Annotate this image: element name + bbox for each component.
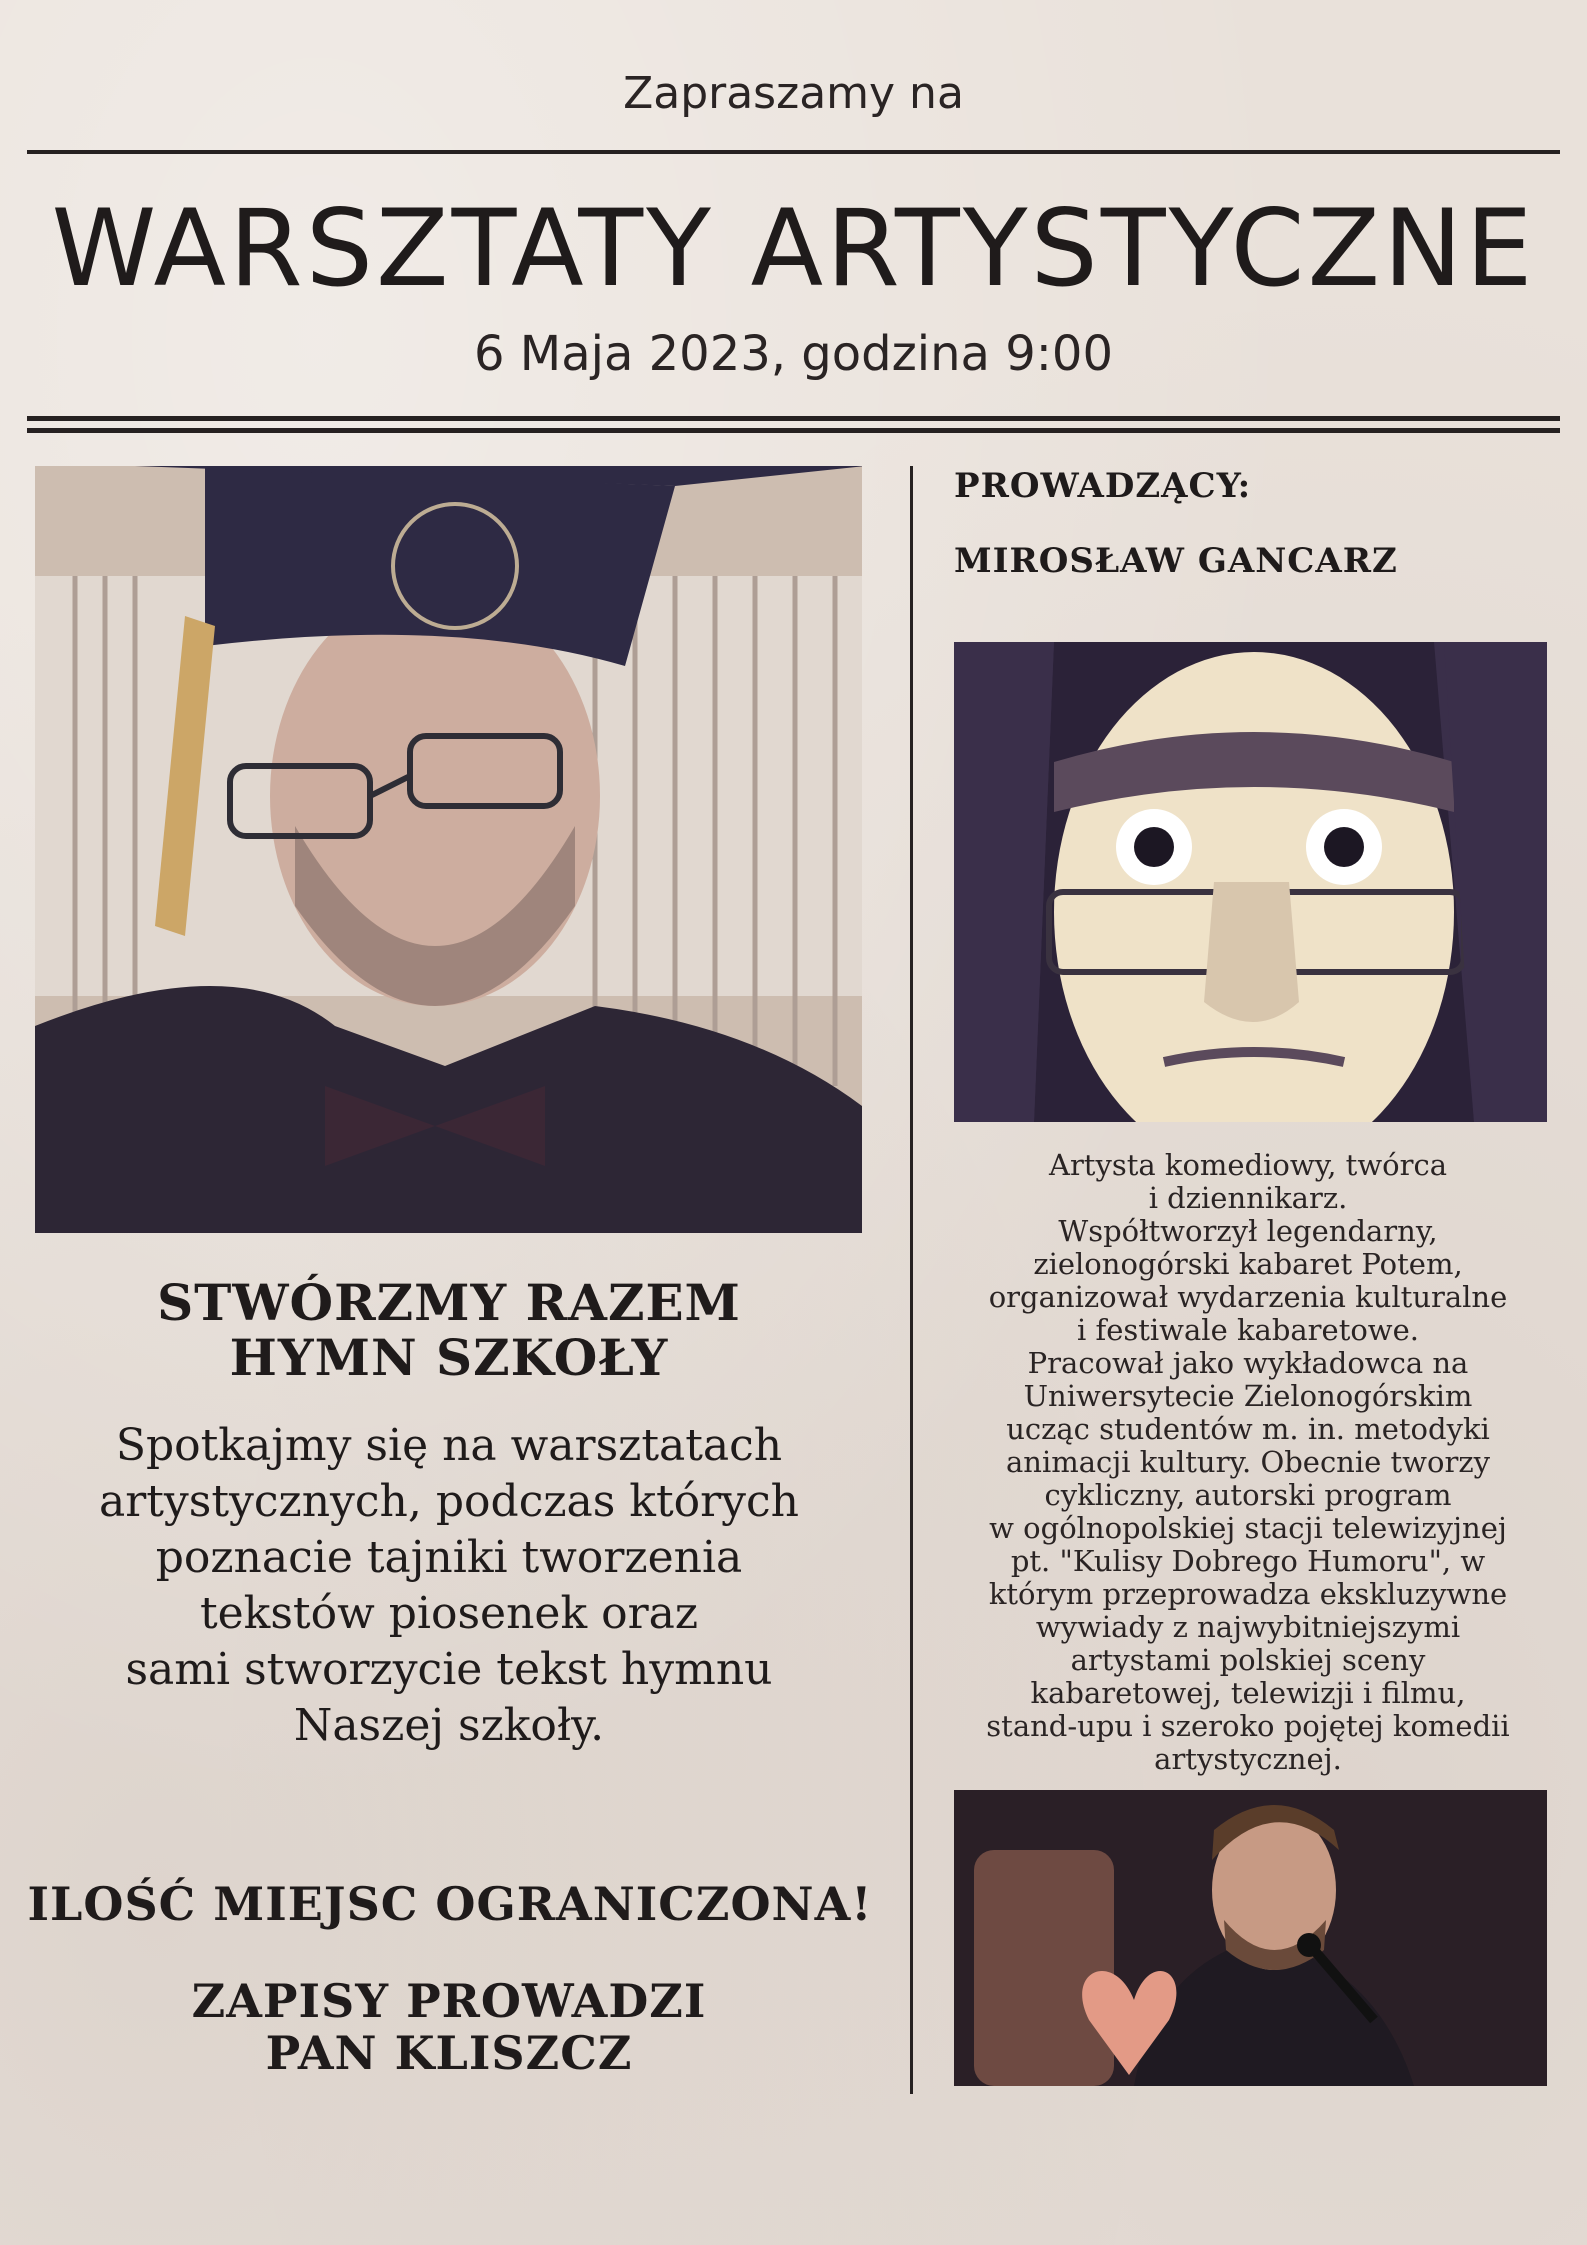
host-bio: Artysta komediowy, twórca i dziennikarz. Współtworzył legendarny, zielonogórski kabaret Potem, organizował wydarzenia kulturalne i festiwale kabaretowe. Pracował jako wykładowca na Uniwersytecie Zielonogórskim ucząc studentów m. in. metodyki animacji kultury. Obecnie tworzy cykliczny, autorski program w ogólnopolskiej stacji telewizyjnej pt. "Kulisy Dobrego Humoru", w którym przeprowadza ekskluzywne wywiady z najwybitniejszymi artystami polskiej sceny kabaretowej, telewizji i filmu, stand-upu i szeroko pojętej komedii artystycznej. [986,1148,1510,1776]
workshop-heading-line-1: STWÓRZMY RAZEM [157,1273,741,1332]
portrait-graduation-photo [35,466,862,1233]
page-title: WARSZTATY ARTYSTYCZNE [51,187,1536,310]
header-rule-double-1 [27,416,1560,421]
workshop-heading [35,1275,863,1385]
header-rule-top [27,150,1560,154]
host-closeup-photo [954,642,1547,1122]
invite-text: Zapraszamy na [623,68,964,119]
host-name: MIROSŁAW GANCARZ [954,541,1398,581]
column-divider [910,466,913,2094]
host-stage-photo [954,1790,1547,2086]
signup-info: ZAPISY PROWADZI PAN KLISZCZ [191,1974,707,2080]
limited-seats-notice: ILOŚĆ MIEJSC OGRANICZONA! [27,1877,873,1931]
header-rule-double-2 [27,428,1560,433]
workshop-heading-line-2: HYMN SZKOŁY [229,1328,669,1387]
workshop-description: Spotkajmy się na warsztatach artystycznych, podczas których poznacie tajniki tworzenia tekstów piosenek oraz sami stworzycie tekst hymnu Naszej szkoły. [98,1420,800,1751]
host-label: PROWADZĄCY: [954,466,1252,506]
event-date: 6 Maja 2023, godzina 9:00 [473,326,1114,382]
